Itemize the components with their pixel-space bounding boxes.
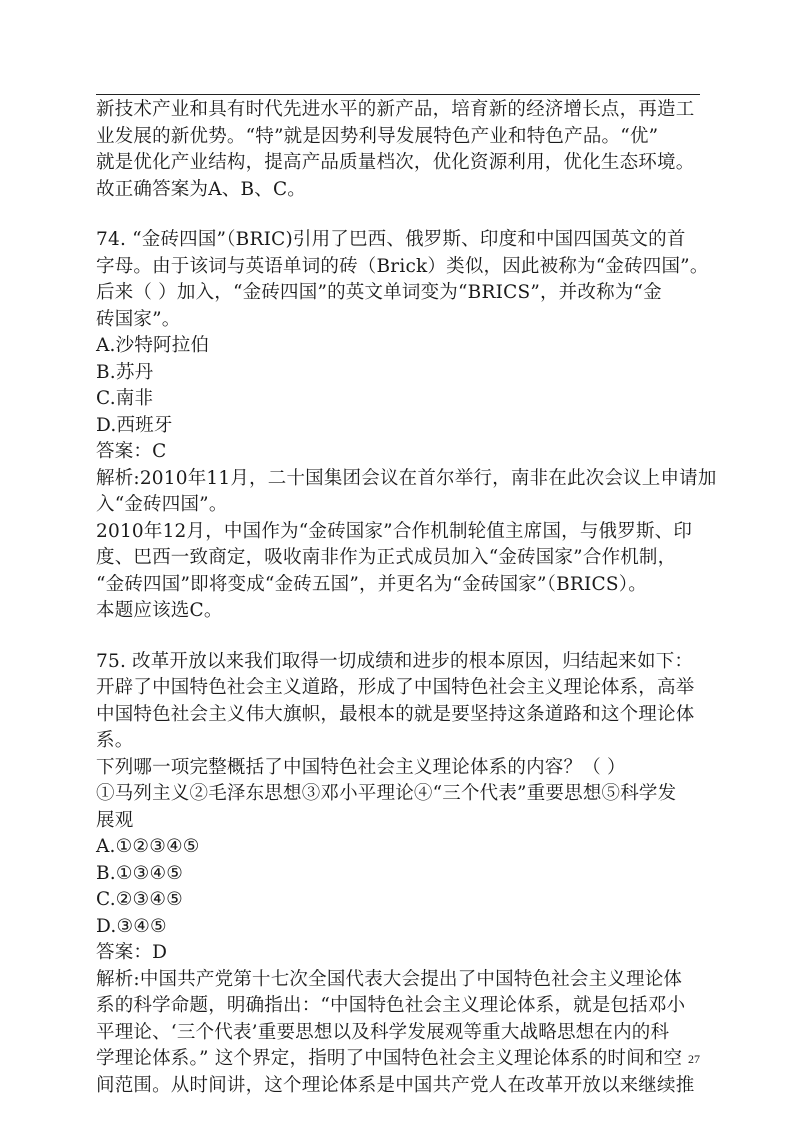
analysis-line: 入“金砖四国”。 [96, 494, 228, 515]
question-stem-line: 75. 改革开放以来我们取得一切成绩和进步的根本原因，归结起来如下： [96, 650, 694, 672]
option-c: C.南非 [96, 388, 154, 409]
question-stem-line: 开辟了中国特色社会主义道路，形成了中国特色社会主义理论体系，高举 [96, 677, 695, 698]
analysis-line: 平理论、‘三个代表’重要思想以及科学发展观等重大战略思想在内的科 [96, 1021, 670, 1043]
analysis-line: 学理论体系。” 这个界定，指明了中国特色社会主义理论体系的时间和空 [96, 1048, 683, 1069]
page-number: 27 [688, 1052, 700, 1066]
text-line: 就是优化产业结构，提高产品质量档次，优化资源利用，优化生态环境。 [96, 152, 695, 173]
analysis-line: 解析:2010年11月，二十国集团会议在首尔举行，南非在此次会议上申请加 [96, 467, 717, 489]
continuation-paragraph [96, 97, 704, 203]
option-a: A.沙特阿拉伯 [96, 335, 210, 356]
option-d: D.③④⑤ [96, 915, 167, 937]
question-stem-line: 74. “金砖四国”（BRIC)引用了巴西、俄罗斯、印度和中国四国英文的首 [96, 229, 686, 250]
option-a: A.①②③④⑤ [96, 836, 200, 857]
question-stem-line: 展观 [96, 809, 134, 831]
answer-line: 答案：C [96, 441, 167, 462]
analysis-line: 系的科学命题，明确指出：“中国特色社会主义理论体系，就是包括邓小 [96, 995, 686, 1016]
option-c: C.②③④⑤ [96, 889, 183, 910]
option-d: D.西班牙 [96, 414, 173, 436]
answer-line: 答案：D [96, 942, 168, 963]
question-stem-line: 砖国家”。 [96, 308, 181, 330]
question-75 [96, 649, 704, 1100]
header-rule [96, 94, 700, 95]
analysis-line: 间范围。从时间讲，这个理论体系是中国共产党人在改革开放以来继续推 [96, 1074, 695, 1096]
option-b: B.苏丹 [96, 361, 154, 383]
text-line: 新技术产业和具有时代先进水平的新产品，培育新的经济增长点，再造工 [96, 99, 695, 120]
question-stem-line: 后来（ ）加入，“金砖四国”的英文单词变为“BRICS”，并改称为“金 [96, 282, 662, 303]
text-line: 故正确答案为A、B、C。 [96, 178, 307, 200]
question-74 [96, 227, 717, 625]
analysis-line: “金砖四国”即将变成“金砖五国”，并更名为“金砖国家”（BRICS）。 [96, 573, 647, 595]
analysis-line: 本题应该选C。 [96, 600, 223, 621]
question-stem-line: 字母。由于该词与英语单词的砖（Brick）类似，因此被称为“金砖四国”。 [96, 255, 709, 277]
analysis-line: 2010年12月，中国作为“金砖国家”合作机制轮值主席国，与俄罗斯、印 [96, 520, 693, 542]
question-stem-line: 系。 [96, 730, 134, 751]
question-stem-line: ①马列主义②毛泽东思想③邓小平理论④“三个代表”重要思想⑤科学发 [96, 783, 677, 804]
page-content [96, 97, 717, 1099]
analysis-line: 度、巴西一致商定，吸收南非作为正式成员加入“金砖国家”合作机制， [96, 547, 677, 568]
option-b: B.①③④⑤ [96, 862, 184, 884]
question-stem-line: 下列哪一项完整概括了中国特色社会主义理论体系的内容？（ ） [96, 756, 626, 778]
analysis-line: 解析:中国共产党第十七次全国代表大会提出了中国特色社会主义理论体 [96, 968, 683, 990]
text-line: 业发展的新优势。“特”就是因势利导发展特色产业和特色产品。“优” [96, 125, 659, 147]
question-stem-line: 中国特色社会主义伟大旗帜，最根本的就是要坚持这条道路和这个理论体 [96, 703, 695, 725]
